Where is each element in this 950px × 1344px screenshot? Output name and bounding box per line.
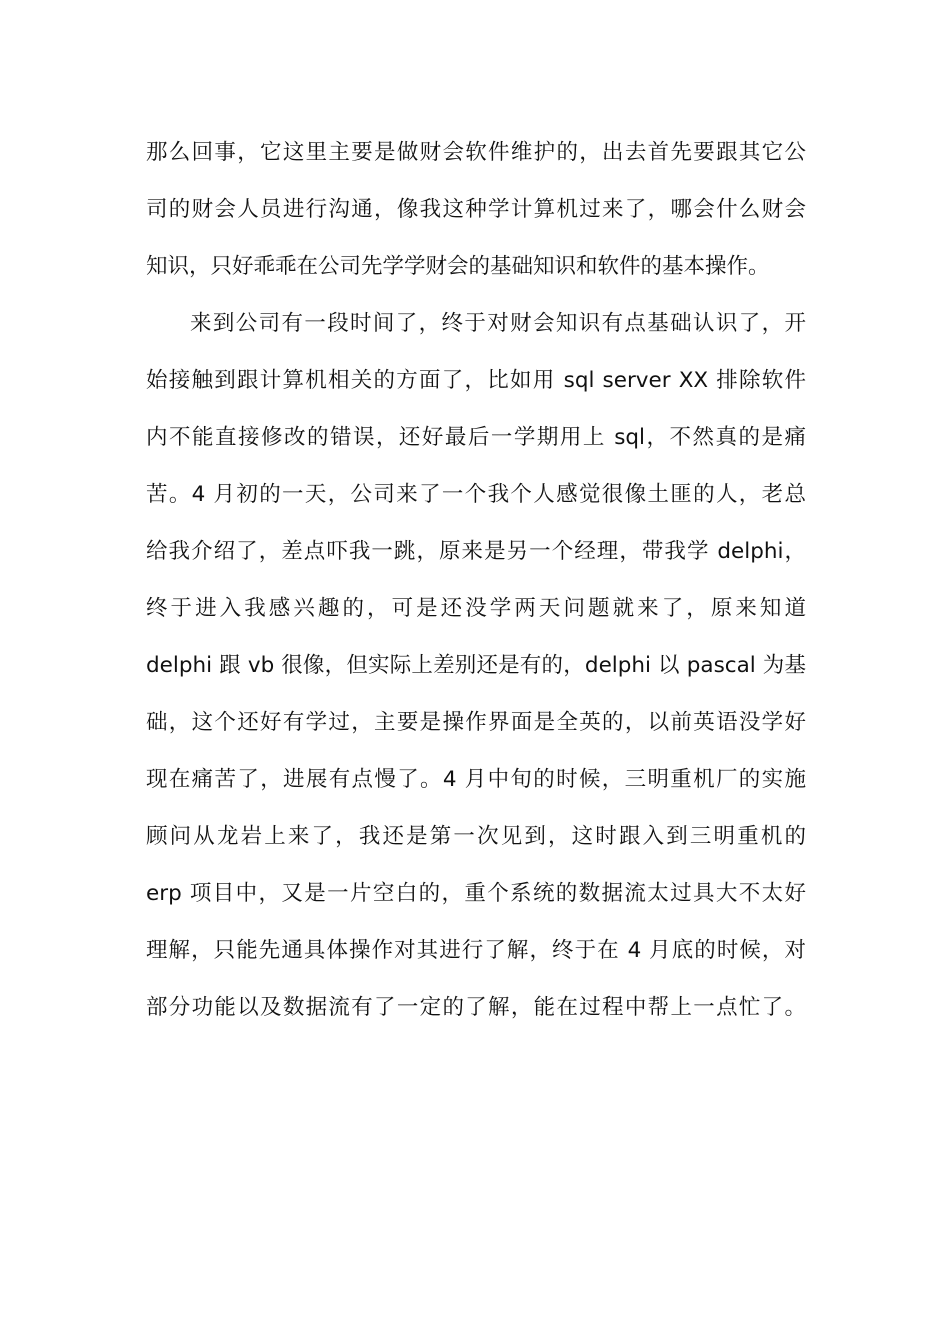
text-line: 知识，只好乖乖在公司先学学财会的基础知识和软件的基本操作。 (146, 254, 770, 279)
document-body (146, 124, 806, 1093)
text-line: 司的财会人员进行沟通，像我这种学计算机过来了，哪会什么财会 (146, 197, 806, 222)
text-line: 给我介绍了，差点吓我一跳，原来是另一个经理，带我学 delphi， (146, 539, 806, 564)
text-line: erp 项目中，又是一片空白的，重个系统的数据流太过具大不太好 (146, 881, 806, 906)
text-line: delphi 跟 vb 很像，但实际上差别还是有的，delphi 以 pascal 为基 (146, 653, 806, 678)
text-line: 部分功能以及数据流有了一定的了解，能在过程中帮上一点忙了。 (146, 995, 806, 1020)
text-line: 终于进入我感兴趣的，可是还没学两天问题就来了，原来知道 (146, 596, 806, 621)
text-line: 始接触到跟计算机相关的方面了，比如用 sql server XX 排除软件 (146, 368, 806, 393)
text-line (146, 1036, 806, 1093)
text-line: 苦。4 月初的一天，公司来了一个我个人感觉很像土匪的人，老总 (146, 482, 806, 507)
text-line: 理解，只能先通具体操作对其进行了解，终于在 4 月底的时候，对 (146, 938, 806, 963)
text-line: 来到公司有一段时间了，终于对财会知识有点基础认识了，开 (190, 311, 806, 336)
text-line: 那么回事，它这里主要是做财会软件维护的，出去首先要跟其它公 (146, 140, 806, 165)
text-line: 内不能直接修改的错误，还好最后一学期用上 sql，不然真的是痛 (146, 425, 806, 450)
text-line: 础，这个还好有学过，主要是操作界面是全英的，以前英语没学好 (146, 710, 806, 735)
text-line: 现在痛苦了，进展有点慢了。4 月中旬的时候，三明重机厂的实施 (146, 767, 806, 792)
text-line: 顾问从龙岩上来了，我还是第一次见到，这时跟入到三明重机的 (146, 824, 806, 849)
